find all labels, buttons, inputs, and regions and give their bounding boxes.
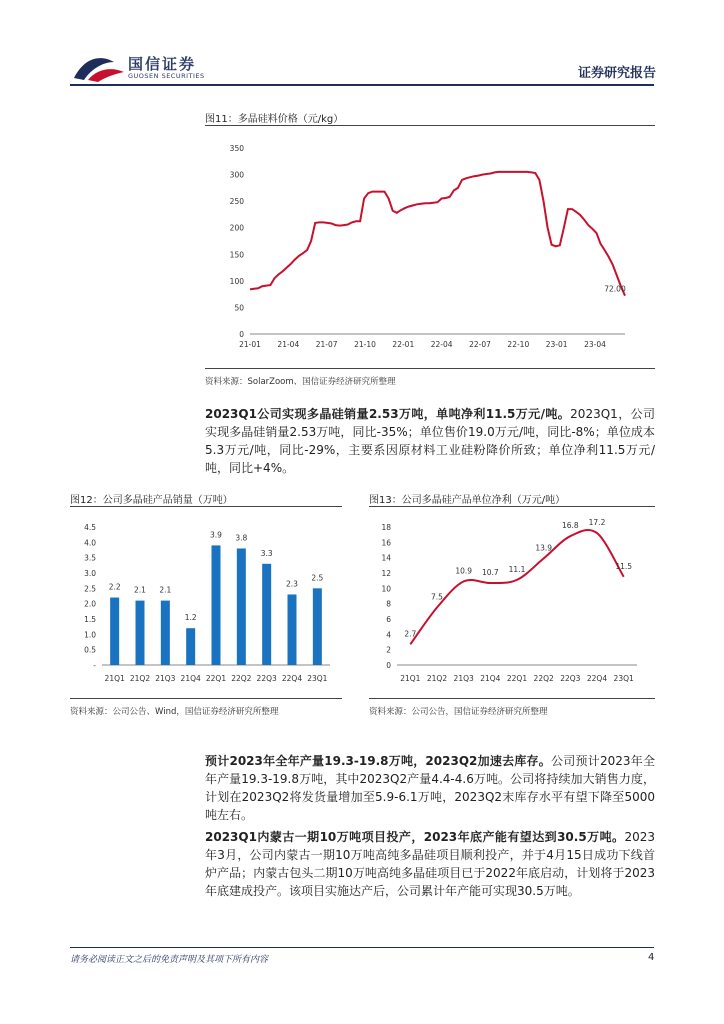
x-tick-label: 21Q3 xyxy=(155,674,176,683)
point-value-label: 2.7 xyxy=(404,629,417,639)
y-tick-label: 4.5 xyxy=(84,523,96,532)
y-tick-label: 10 xyxy=(381,584,391,594)
x-tick-label: 22-04 xyxy=(430,340,453,349)
point-value-label: 7.5 xyxy=(431,592,443,602)
y-tick-label: 3.5 xyxy=(84,553,96,563)
y-tick-label: 50 xyxy=(234,303,244,313)
x-tick-label: 22Q3 xyxy=(560,674,581,683)
sales-bar xyxy=(237,548,246,665)
y-tick-label: 150 xyxy=(229,250,244,260)
x-tick-label: 23Q1 xyxy=(307,674,328,683)
bar-value-label: 3.3 xyxy=(260,548,273,558)
bar-value-label: 3.8 xyxy=(235,533,248,543)
point-value-label: 11.5 xyxy=(615,561,633,571)
sales-bar xyxy=(313,588,322,665)
x-tick-label: 23Q1 xyxy=(613,674,634,683)
company-name-cn: 国信证券 xyxy=(128,55,197,73)
x-tick-label: 21-01 xyxy=(239,340,261,349)
sales-bar xyxy=(161,601,170,665)
y-tick-label: 350 xyxy=(229,144,244,153)
price-series-line xyxy=(250,172,625,296)
x-tick-label: 21Q3 xyxy=(453,674,474,683)
y-tick-label: 0 xyxy=(386,661,391,670)
bar-value-label: 2.2 xyxy=(108,582,121,592)
y-tick-label: 300 xyxy=(229,170,244,180)
fig11-source: 资料来源：SolarZoom、国信证券经济研究所整理 xyxy=(205,377,396,387)
fig12-source: 资料来源：公司公告、Wind，国信证券经济研究所整理 xyxy=(70,707,279,717)
bar-value-label: 1.2 xyxy=(184,613,197,623)
fig12-top-rule xyxy=(70,506,342,507)
x-tick-label: 22Q1 xyxy=(205,674,227,683)
fig12-bottom-rule xyxy=(70,698,342,699)
y-tick-label: 2.0 xyxy=(84,599,96,609)
paragraph-q1-sales xyxy=(205,405,655,477)
fig11-bottom-rule xyxy=(205,368,655,369)
footer-rule xyxy=(70,947,654,948)
bar-value-label: 2.1 xyxy=(134,585,146,595)
y-tick-label: 1.5 xyxy=(84,615,96,624)
point-value-label: 16.8 xyxy=(561,521,579,531)
point-value-label: 17.2 xyxy=(588,518,606,528)
paragraph-output-forecast xyxy=(205,752,655,824)
y-tick-label: 2 xyxy=(386,645,391,655)
x-tick-label: 22-10 xyxy=(507,340,530,349)
paragraph-capacity-body: 2023年3月，公司内蒙古一期10万吨高纯多晶硅项目顺利投产，并于4月15日成功下线首炉产品；内蒙古包头二期10万吨高纯多晶硅项目已于2022年底启动，计划将于2023年底建成投产。该项目实施达产后，公司累计年产能可实现30.5万吨。 xyxy=(205,830,655,898)
y-tick-label: 18 xyxy=(381,523,391,532)
sales-bar xyxy=(136,601,145,665)
x-tick-label: 22Q2 xyxy=(231,674,252,683)
y-tick-label: 4 xyxy=(386,630,391,640)
point-value-label: 10.7 xyxy=(481,567,499,577)
bar-value-label: 3.9 xyxy=(210,530,222,540)
fig13-bottom-rule xyxy=(369,698,655,699)
bar-value-label: 2.3 xyxy=(286,579,298,589)
x-tick-label: 22Q2 xyxy=(533,674,554,683)
bar-value-label: 2.5 xyxy=(311,573,324,583)
y-tick-label: 100 xyxy=(229,276,244,286)
x-tick-label: 21Q4 xyxy=(480,674,501,683)
y-tick-label: 2.5 xyxy=(84,584,96,594)
paragraph-q1-sales-body: 2023Q1，公司实现多晶硅销量2.53万吨，同比-35%；单位售价19.0万元/吨，同比-8%；单位成本5.3万元/吨，同比-29%，主要系因原材料工业硅粉降价所致；单位净利11.5万元/吨，同比+4%。 xyxy=(205,407,655,475)
point-value-label: 13.9 xyxy=(535,543,553,553)
x-tick-label: 23-01 xyxy=(545,340,568,349)
x-tick-label: 21Q2 xyxy=(426,674,448,683)
y-tick-label: 200 xyxy=(229,223,244,233)
paragraph-q1-sales-lead: 2023Q1公司实现多晶硅销量2.53万吨，单吨净利11.5万元/吨。 xyxy=(205,407,571,421)
x-tick-label: 22-07 xyxy=(469,340,491,349)
fig13-title: 图13：公司多晶硅产品单位净利（万元/吨） xyxy=(369,495,566,506)
x-tick-label: 22-01 xyxy=(392,340,415,349)
sales-bar xyxy=(110,598,119,665)
x-tick-label: 21Q4 xyxy=(180,674,201,683)
bar-value-label: 2.1 xyxy=(159,585,172,595)
x-tick-label: 22Q3 xyxy=(256,674,277,683)
x-tick-label: 22Q1 xyxy=(506,674,528,683)
paragraph-capacity xyxy=(205,828,655,900)
y-tick-label: 14 xyxy=(381,553,391,563)
fig13-profit-chart xyxy=(369,515,655,693)
fig13-top-rule xyxy=(369,506,655,507)
y-tick-label: 8 xyxy=(386,599,391,609)
y-tick-label: 3.0 xyxy=(84,569,96,578)
sales-bar xyxy=(212,545,221,665)
end-value-label: 72.00 xyxy=(604,284,626,294)
x-tick-label: 22Q4 xyxy=(281,674,303,683)
fig11-top-rule xyxy=(205,125,655,126)
x-tick-label: 22Q4 xyxy=(586,674,608,683)
fig11-price-chart xyxy=(205,128,655,358)
x-tick-label: 21-10 xyxy=(354,340,376,349)
logo-mark-icon xyxy=(70,52,130,84)
x-tick-label: 21-07 xyxy=(315,340,338,349)
paragraph-output-forecast-body: 公司预计2023年全年产量19.3-19.8万吨，其中2023Q2产量4.4-4.6万吨。公司将持续加大销售力度，计划在2023Q2将发货量增加至5.9-6.1万吨，2023Q2末库存水平有望下降至5000吨左右。 xyxy=(205,754,656,822)
x-tick-label: 21Q1 xyxy=(104,674,125,683)
sales-bar xyxy=(262,564,271,665)
y-tick-label: 6 xyxy=(386,615,391,624)
y-tick-label: 4.0 xyxy=(84,538,96,548)
sales-bar xyxy=(186,628,195,665)
report-type: 证券研究报告 xyxy=(578,66,657,81)
y-tick-label: - xyxy=(93,661,96,670)
y-tick-label: 0 xyxy=(239,330,244,339)
fig12-title: 图12：公司多晶硅产品销量（万吨） xyxy=(70,495,233,506)
x-tick-label: 23-04 xyxy=(584,340,606,349)
point-value-label: 10.9 xyxy=(455,566,473,576)
fig11-title: 图11：多晶硅料价格（元/kg） xyxy=(205,114,344,125)
y-tick-label: 1.0 xyxy=(84,630,96,640)
x-tick-label: 21-04 xyxy=(277,340,300,349)
paragraph-output-forecast-lead: 预计2023年全年产量19.3-19.8万吨，2023Q2加速去库存。 xyxy=(205,754,552,768)
paragraph-capacity-lead: 2023Q1内蒙古一期10万吨项目投产，2023年底产能有望达到30.5万吨。 xyxy=(205,830,625,844)
fig13-source: 资料来源：公司公告，国信证券经济研究所整理 xyxy=(369,707,548,717)
sales-bar xyxy=(288,594,297,665)
fig12-sales-chart xyxy=(70,515,342,693)
y-tick-label: 250 xyxy=(229,197,244,207)
point-value-label: 11.1 xyxy=(508,564,526,574)
header-rule xyxy=(70,84,654,86)
company-logo xyxy=(70,52,130,84)
profit-series-line xyxy=(410,530,623,644)
page-number: 4 xyxy=(648,952,655,963)
footer-disclaimer: 请务必阅读正文之后的免责声明及其项下所有内容 xyxy=(70,955,269,965)
y-tick-label: 12 xyxy=(381,569,391,578)
y-tick-label: 0.5 xyxy=(84,645,96,655)
x-tick-label: 21Q1 xyxy=(400,674,421,683)
company-name-en: GUOSEN SECURITIES xyxy=(128,72,205,80)
x-tick-label: 21Q2 xyxy=(129,674,151,683)
y-tick-label: 16 xyxy=(381,538,391,548)
